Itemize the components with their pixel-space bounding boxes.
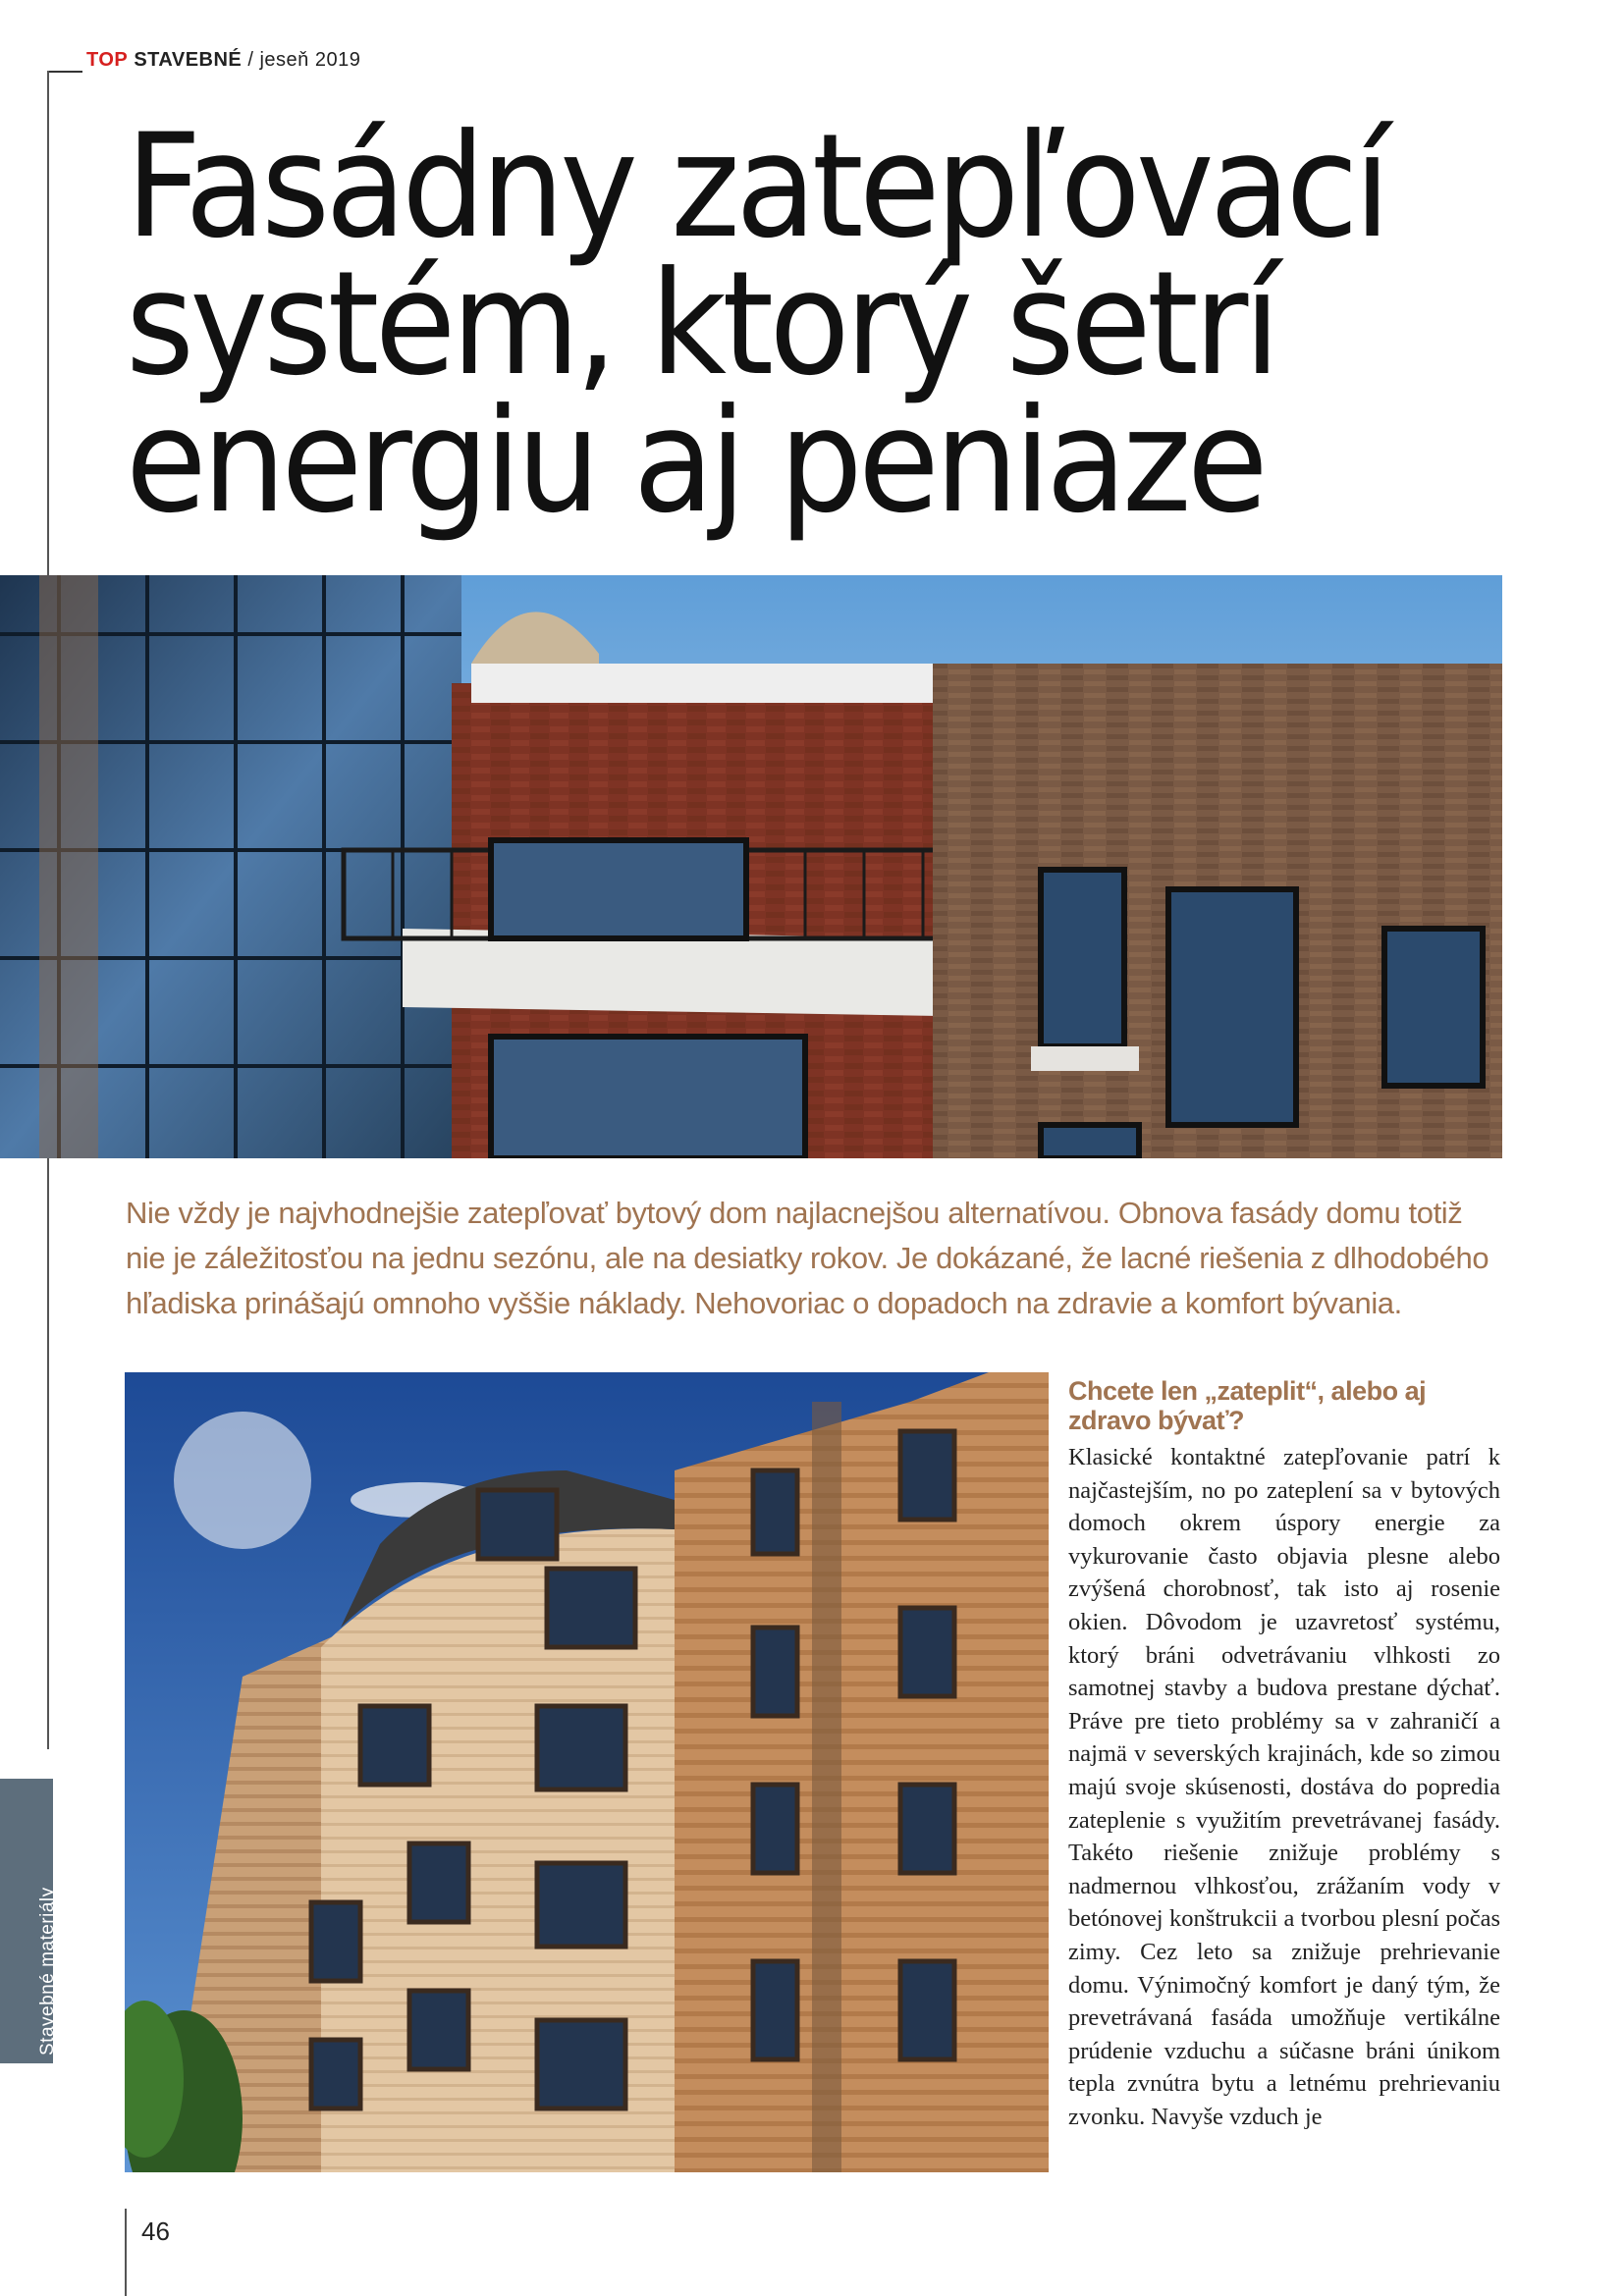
photo-building-ventilated-facade: [125, 1372, 1049, 2172]
header-issue: jeseň 2019: [259, 49, 361, 71]
running-header: [86, 49, 360, 72]
header-brand-stavebne: STAVEBNÉ: [134, 49, 243, 71]
headline-line-3: energiu aj peniaze: [126, 378, 1265, 545]
headline-line-2: systém, ktorý šetrí: [126, 240, 1276, 407]
article-lede: Nie vždy je najvhodnejšie zatepľovať bytový dom najlacnejšou alternatívou. Obnova fasády domu totiž nie je záležitosťou na jednu sezónu, ale na desiatky rokov. Je dokázané, že lacné riešenia z dlhodobého hľadiska prinášajú omnoho vyššie náklady. Nehovoriac o dopadoch na zdravie a komfort bývania.: [126, 1196, 1489, 1320]
article-body: Klasické kontaktné zatepľovanie patrí k najčastejším, no po zateplení sa v bytových domoch okrem úspory energie za vykurovanie často objavia plesne alebo zvýšená chorobnosť, tak isto aj rosenie okien. Dôvodom je uzavretosť systému, ktorý bráni odvetrávaniu vlhkosti zo samotnej stavby a budova prestane dýchať. Práve pre tieto problémy sa v zahraničí a najmä v severských krajinách, kde so zimou majú svoje skúsenosti, dostáva do popredia zateplenie s využitím prevetrávanej fasády. Takéto riešenie znižuje problémy s nadmernou vlhkosťou, zrážaním vody v betónovej konštrukcii a tvorbou plesní počas zimy. Cez leto sa znižuje prehrievanie domu. Výnimočný komfort je daný tým, že prevetrávaná fasáda umožňuje vertikálne prúdenie vzduchu a súčasne bráni únikom tepla zvnútra bytu a letnému prehrievaniu zvonku. Navyše vzduch je: [1068, 1444, 1500, 2130]
article-subhead: Chcete len „zateplit“, alebo aj zdravo bývať?: [1068, 1376, 1427, 1435]
hero-photo-building-facade: [0, 575, 1502, 1158]
article-column: [1068, 1376, 1500, 2133]
headline-line-1: Fasádny zatepľovací: [126, 103, 1386, 270]
section-label-text: Stavebné materiály: [37, 1887, 58, 2056]
page-number-rule: [125, 2209, 127, 2296]
header-rule: [47, 71, 82, 73]
header-separator: /: [247, 49, 254, 71]
page-number: 46: [141, 2216, 170, 2246]
header-brand-top: TOP: [86, 49, 129, 71]
section-side-label: [0, 1779, 58, 2063]
article-headline: [126, 103, 1549, 545]
